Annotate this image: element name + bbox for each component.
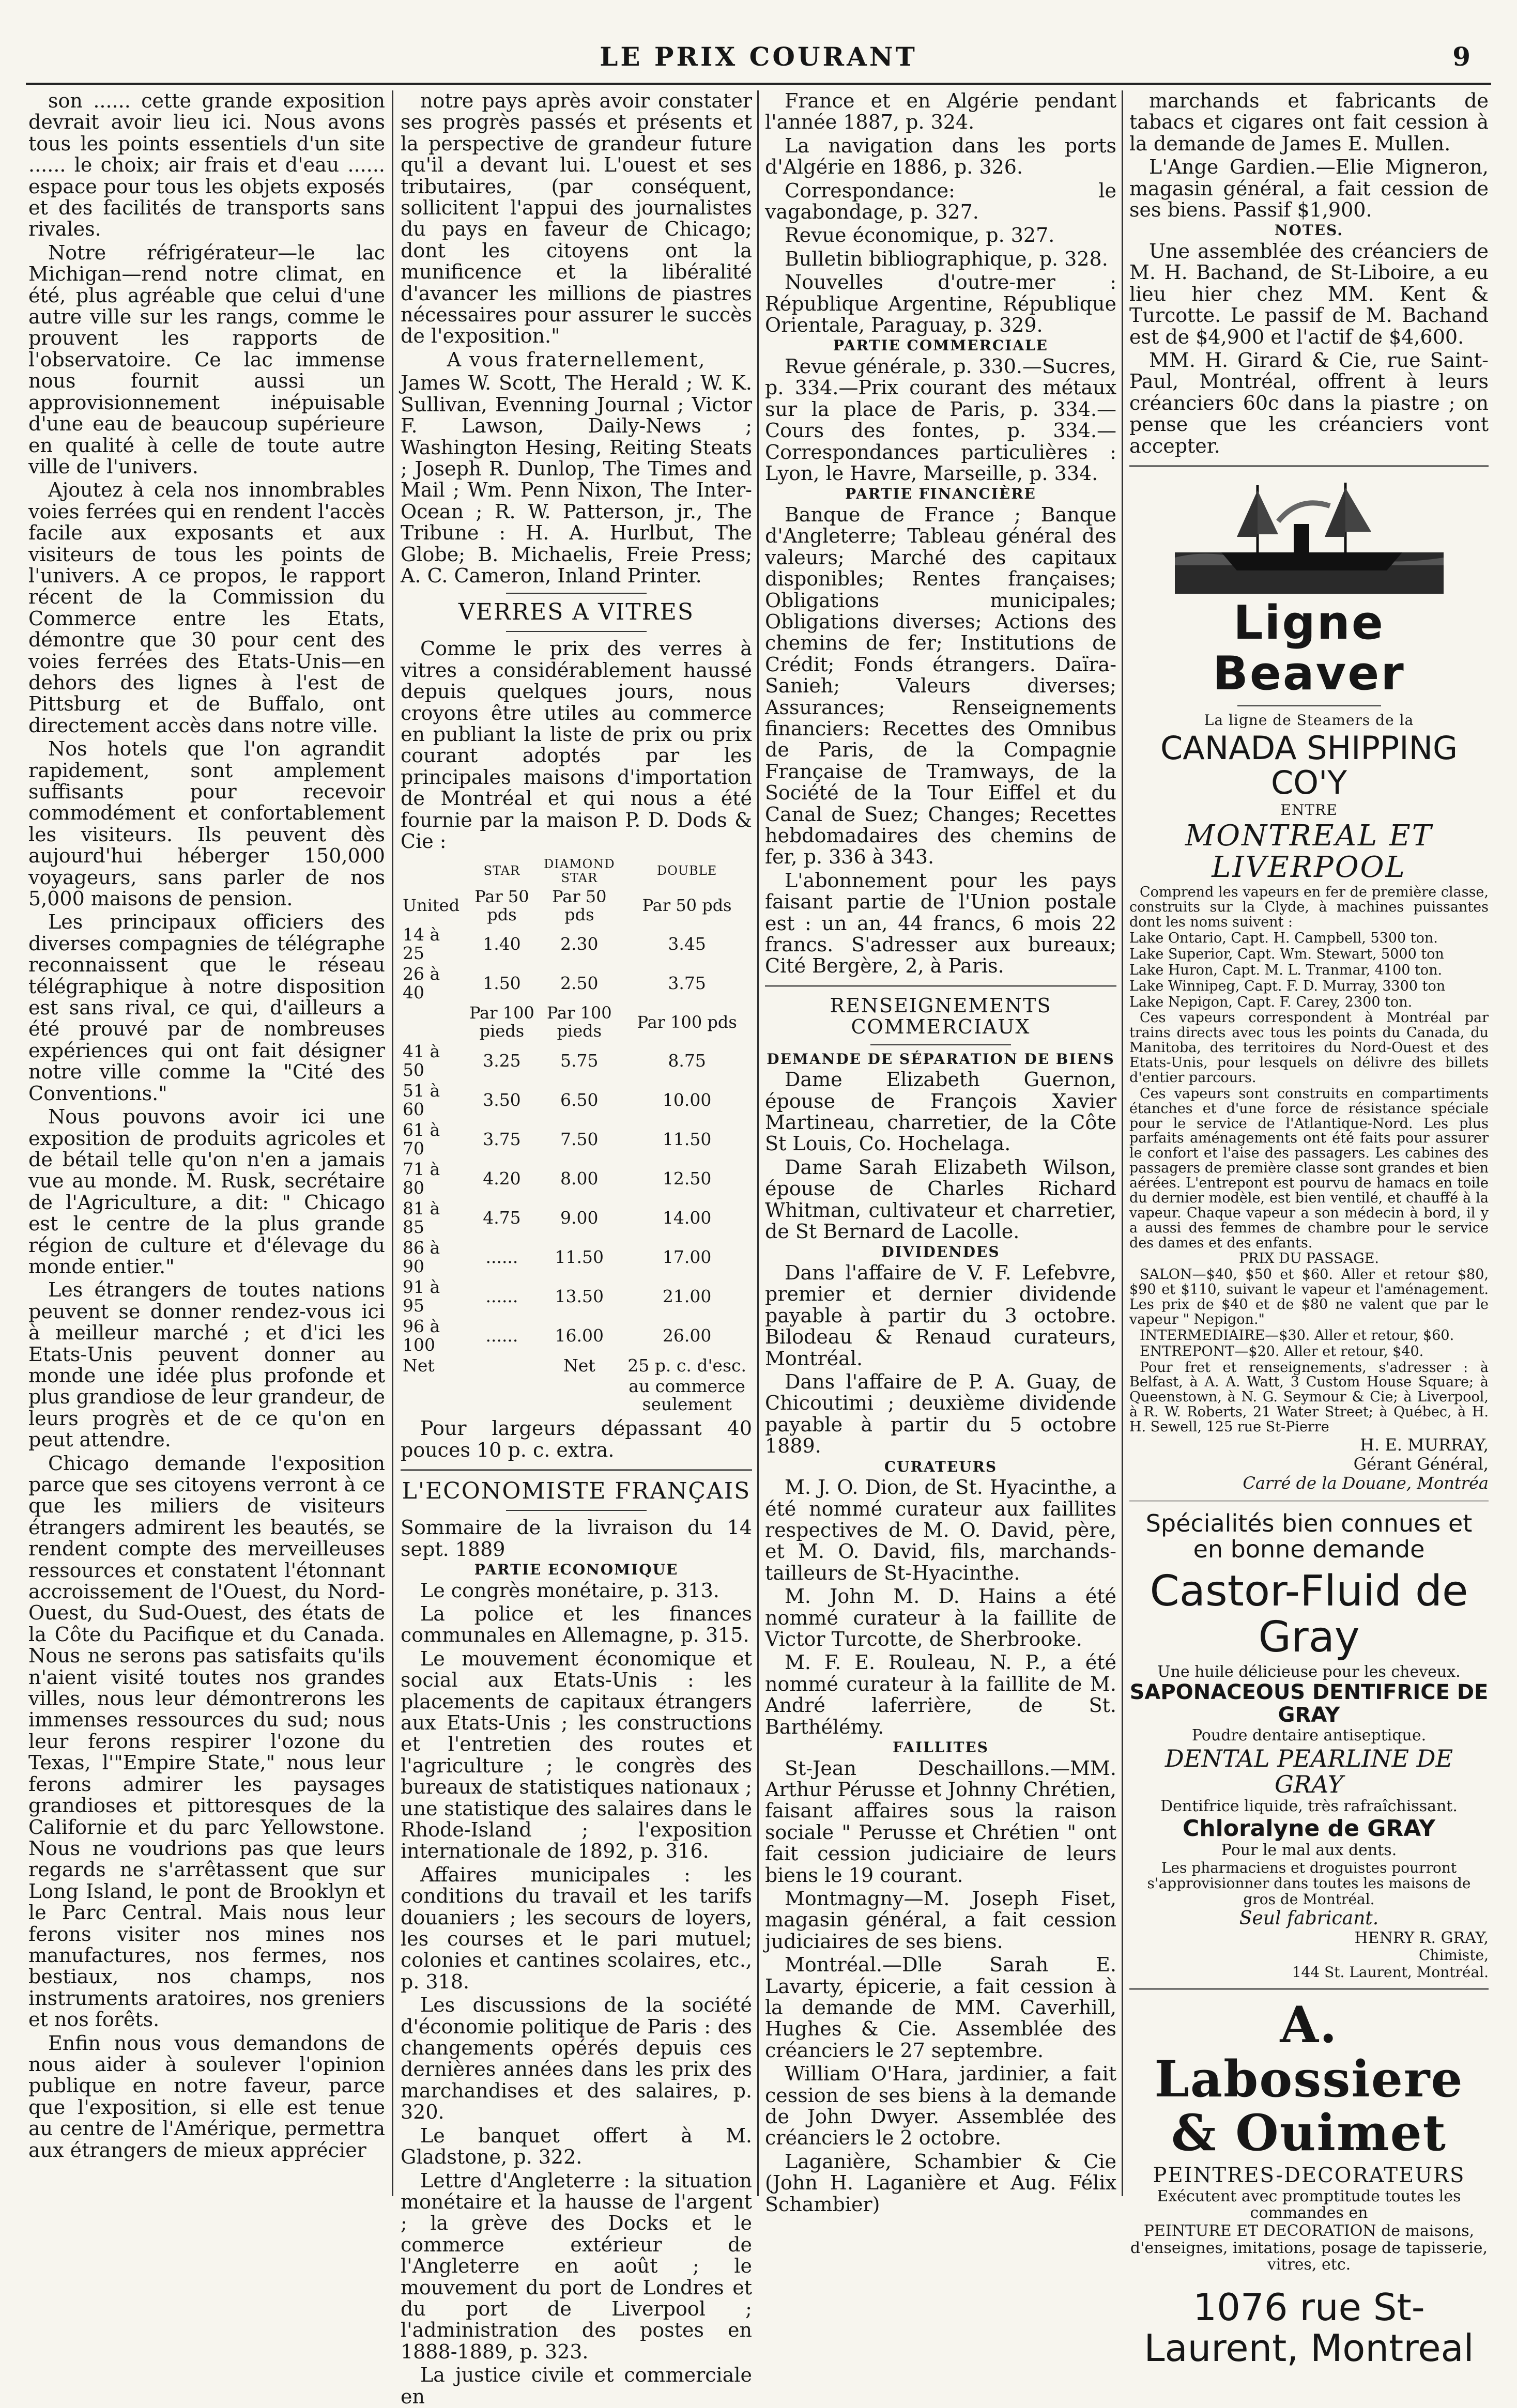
section-subhead: DIVIDENDES xyxy=(881,1243,1000,1261)
column-3 xyxy=(765,89,1116,2216)
prix-heading: PRIX DU PASSAGE. xyxy=(1238,1251,1379,1267)
column-2 xyxy=(401,89,752,2408)
article-paragraph: son ...... cette grande exposition devrait avoir lieu ici. Nous avons tous les points essentiels d'un site ...... le choix; air frais et d'eau ...... espace pour tous les objets exposés et des facilités de transports sans rivales. xyxy=(28,89,385,241)
list-item: Les discussions de la société d'économie politique de Paris : des changements opérés depuis ces dernières années dans les prix des marchandises et des salaires, p. 320. xyxy=(401,1994,752,2124)
table-row: 14 à 25 1.40 2.30 3.45 xyxy=(403,924,706,964)
prix-item: INTERMEDIAIRE—$30. Aller et retour, $60. xyxy=(1140,1327,1454,1344)
divider xyxy=(870,1044,1011,1045)
chloralyne: Chloralyne de GRAY xyxy=(1183,1815,1435,1842)
divider xyxy=(765,985,1116,987)
list-item: William O'Hara, jardinier, a fait cession de ses biens à la demande de John Dwyer. Assemblée des créanciers le 2 octobre. xyxy=(765,2062,1116,2150)
list-item: MM. H. Girard & Cie, rue Saint-Paul, Montréal, offrent à leurs créanciers 60c dans la piastre ; on pense que les créanciers vont accepter. xyxy=(1129,348,1489,457)
list-item: Laganière, Schambier & Cie (John H. Laganière et Aug. Félix Schambier) xyxy=(765,2150,1116,2216)
pearline-desc: Dentifrice liquide, très rafraîchissant. xyxy=(1160,1797,1458,1816)
divider xyxy=(506,631,647,632)
steamship-illustration-icon xyxy=(1175,475,1444,594)
list-item: Revue générale, p. 330.—Sucres, p. 334.—Prix courant des métaux sur la place de Paris, p. 334.—Cours des fontes, p. 334.—Correspondances particulières : Lyon, le Havre, Marseille, p. 334. xyxy=(765,354,1116,485)
divider xyxy=(1237,705,1381,706)
list-item: Le banquet offert à M. Gladstone, p. 322. xyxy=(401,2124,752,2169)
list-item: L'Ange Gardien.—Elie Migneron, magasin général, a fait cession de ses biens. Passif $1,900. xyxy=(1129,156,1489,222)
labossiere-line1: Exécutent avec promptitude toutes les commandes en xyxy=(1157,2187,1461,2222)
list-item: Le congrès monétaire, p. 313. xyxy=(420,1579,719,1602)
prix-item: SALON—$40, $50 et $60. Aller et retour $80, $90 et $110, suivant le vapeur et l'aménagement. Les prix de $40 et de $80 ne valent que par le vapeur " Nepigon." xyxy=(1129,1267,1489,1328)
economiste-heading: L'ECONOMISTE FRANÇAIS xyxy=(402,1478,751,1505)
list-item: Nouvelles d'outre-mer : République Argentine, République Orientale, Paraguay, p. 329. xyxy=(765,271,1116,337)
divider xyxy=(1129,1501,1489,1502)
signer-place: Carré de la Douane, Montréa xyxy=(1243,1473,1489,1493)
list-item: Dame Sarah Elizabeth Wilson, épouse de Charles Richard Whitman, cultivateur et charretier, de St Bernard de Lacolle. xyxy=(765,1155,1116,1243)
labossiere-ad xyxy=(1129,1998,1489,2368)
table-row: 81 à 85 4.75 9.00 14.00 xyxy=(403,1198,712,1237)
abonnement: L'abonnement pour les pays faisant partie de l'Union postale est : un an, 44 francs, 6 mois 22 francs. S'adresser aux bureaux; Cité Bergère, 2, à Paris. xyxy=(765,869,1116,978)
page-header xyxy=(26,31,1491,85)
list-item: marchands et fabricants de tabacs et cigares ont fait cession à la demande de James E. Mullen. xyxy=(1129,89,1489,155)
price-header: DOUBLE xyxy=(657,863,717,878)
beaver-body: Ces vapeurs correspondent à Montréal par trains directs avec tous les points du Canada, du Manitoba, des territoires du Nord-Ouest et des Etats-Unis, pour lesquels on délivre des billets d'entier parcours. xyxy=(1129,1010,1489,1086)
castor-desc: Une huile délicieuse pour les cheveux. xyxy=(1157,1662,1461,1681)
maker-name: HENRY R. GRAY, xyxy=(1354,1928,1489,1947)
beaver-body: Ces vapeurs sont construits en compartiments étanches et d'une force de résistance spéciale pour le service de l'Atlantique-Nord. Les plus parfaits aménagements ont été faits pour assurer le confort et l'aise des passagers. Les cabines des passagers de première classe sont grandes et bien aérées. L'entrepont est pourvu de hamacs en toile du dernier modèle, est bien ventilé, et chauffé à la vapeur. Chaque vapeur a son médecin à bord, il y a aussi des femmes de chambre pour le service des dames et des enfants. xyxy=(1129,1085,1489,1251)
list-item: La navigation dans les ports d'Algérie en 1886, p. 326. xyxy=(765,134,1116,179)
beaver-fine-print xyxy=(1129,885,1489,1435)
table-row: 96 à 100 ...... 16.00 26.00 xyxy=(403,1316,712,1355)
section-subhead: DEMANDE DE SÉPARATION DE BIENS xyxy=(767,1050,1115,1068)
labossiere-line2: PEINTURE ET DECORATION de maisons, d'enseignes, imitations, posage de tapisserie, vitres, etc. xyxy=(1130,2222,1488,2274)
maker-address: 144 St. Laurent, Montréal. xyxy=(1292,1963,1489,1981)
article-paragraph: Nous pouvons avoir ici une exposition de produits agricoles et de bétail telle qu'on n'en a jamais vue au monde. M. Rusk, secrétaire de l'Agriculture, a dit: " Chicago est le centre de la plus grande région de culture et d'élevage du monde entier." xyxy=(28,1105,385,1278)
table-row: 51 à 60 3.50 6.50 10.00 xyxy=(403,1080,712,1119)
list-item: M. John M. D. Hains a été nommé curateur à la faillite de Victor Turcotte, de Sherbrooke. xyxy=(765,1585,1116,1650)
running-title: LE PRIX COURANT xyxy=(600,41,917,72)
article-paragraph: Nos hotels que l'on agrandit rapidement, sont amplement suffisants pour recevoir commodément et confortablement les visiteurs. Ils peuvent dès aujourd'hui héberger 150,000 voyageurs, sans parler de nos 5,000 maisons de pension. xyxy=(28,737,385,910)
renseignements-heading: RENSEIGNEMENTS COMMERCIAUX xyxy=(830,994,1052,1039)
labossiere-title: PEINTRES-DECORATEURS xyxy=(1153,2164,1465,2188)
chloralyne-desc: Pour le mal aux dents. xyxy=(1221,1841,1397,1860)
table-row: United Par 50 pds Par 50 pds Par 50 pds xyxy=(403,886,732,924)
article-paragraph: Les étrangers de toutes nations peuvent se donner rendez-vous ici à meilleur marché ; et d'ici les Etats-Unis peuvent donner au monde une idée plus profonde et plus grandiose de leur grandeur, de leurs progrès et de ce qu'on en peut attendre. xyxy=(28,1278,385,1452)
article-paragraph: Enfin nous vous demandons de nous aider à soulever l'opinion publique en notre faveur, parce que l'exposition, si elle est tenue au centre de l'Amérique, permettra aux étrangers de mieux apprécier xyxy=(28,2031,385,2162)
page-number: 9 xyxy=(1452,41,1470,72)
list-item: Bulletin bibliographique, p. 328. xyxy=(785,247,1108,270)
list-item: Une assemblée des créanciers de M. H. Bachand, de St-Liboire, a eu lieu hier chez MM. Kent & Turcotte. Le passif de M. Bachand est de $4,900 et l'actif de $4,600. xyxy=(1129,239,1489,348)
gray-ad xyxy=(1129,1510,1489,1981)
specialites: Spécialités bien connues et en bonne demande xyxy=(1145,1509,1473,1563)
divider xyxy=(401,1469,752,1471)
list-item: M. J. O. Dion, de St. Hyacinthe, a été nommé curateur aux faillites respectives de M. O. David, père, et M. O. David, fils, marchands-tailleurs de St-Hyacinthe. xyxy=(765,1476,1116,1584)
list-item: Montréal.—Dlle Sarah E. Lavarty, épicerie, a fait cession à la demande de MM. Caverhill, Hughes & Cie. Assemblée des créanciers le 27 septembre. xyxy=(765,1953,1116,2062)
divider xyxy=(1129,1988,1489,1990)
pearline: DENTAL PEARLINE DE GRAY xyxy=(1164,1745,1453,1799)
price-table xyxy=(401,855,752,1415)
article-paragraph: notre pays après avoir constater ses progrès passés et présents et la perspective de grandeur future qu'il a devant lui. L'ouest et ses tributaires, (par conséquent, sollicitent l'appui des journalistes du pays en faveur de Chicago; dont les citoyens ont la munificence et la libéralité d'avancer les millions de piastres nécessaires pour assurer le succès de l'exposition." xyxy=(401,89,752,348)
signatures: James W. Scott, The Herald ; W. K. Sullivan, Evenning Journal ; Victor F. Lawson, Daily-News ; Washington Hesing, Reiting Steats ; Joseph R. Dunlop, The Times and Mail ; Wm. Penn Nixon, The Inter-Ocean ; R. W. Patterson, jr., The Tribune : H. A. Hurlbut, The Globe; B. Michaelis, Freie Press; A. C. Cameron, Inland Printer. xyxy=(401,372,752,587)
list-item: La police et les finances communales en Allemagne, p. 315. xyxy=(401,1602,752,1647)
divider xyxy=(506,1510,647,1511)
list-item: Dame Elizabeth Guernon, épouse de François Xavier Martineau, charretier, de la Côte St Louis, Co. Hochelaga. xyxy=(765,1068,1116,1155)
column-rule xyxy=(1122,90,1123,2196)
signer-name: H. E. MURRAY, xyxy=(1360,1434,1489,1455)
signer-title: Gérant Général, xyxy=(1353,1454,1489,1474)
beaver-title: Ligne Beaver xyxy=(1213,596,1405,701)
table-row: 41 à 50 3.25 5.75 8.75 xyxy=(403,1041,706,1080)
labossiere-address: 1076 rue St-Laurent, Montreal xyxy=(1144,2286,1474,2370)
verres-intro: Comme le prix des verres à vitres a considérablement haussé depuis quelques jours, nous croyons être utiles au commerce en publiant la liste de prix ou prix courant adoptés par les principales maisons d'importation de Montréal et qui nous a été fournie par la maison P. D. Dods & Cie : xyxy=(401,637,752,853)
list-item: La justice civile et commerciale en xyxy=(401,2364,752,2408)
list-item: Revue économique, p. 327. xyxy=(785,224,1055,247)
ship-item: Lake Superior, Capt. Wm. Stewart, 5000 ton xyxy=(1129,946,1444,962)
table-row: 61 à 70 3.75 7.50 11.50 xyxy=(403,1119,712,1159)
table-row: Par 100 pieds Par 100 pieds Par 100 pds xyxy=(469,1003,737,1041)
section-subhead: PARTIE COMMERCIALE xyxy=(833,337,1048,354)
beaver-line-ad xyxy=(1129,475,1489,1492)
section-subhead: PARTIE FINANCIÈRE xyxy=(845,485,1036,503)
maker-title: Chimiste, xyxy=(1418,1947,1489,1964)
pharma-note: Les pharmaciens et droguistes pourront s'approvisionner dans toutes les maisons de gros de Montréal. xyxy=(1147,1859,1471,1908)
ship-item: Lake Nepigon, Capt. F. Carey, 2300 ton. xyxy=(1129,994,1413,1010)
entre-label: ENTRE xyxy=(1280,801,1338,819)
divider xyxy=(1129,465,1489,467)
list-item: M. F. E. Rouleau, N. P., a été nommé curateur à la faillite de M. André laferrière, de St. Barthélémy. xyxy=(765,1651,1116,1738)
ship-item: Lake Winnipeg, Capt. F. D. Murray, 3300 ton xyxy=(1129,978,1446,994)
ship-item: Lake Huron, Capt. M. L. Tranmar, 4100 ton. xyxy=(1129,962,1443,978)
list-item: Dans l'affaire de V. F. Lefebvre, premier et dernier dividende payable à partir du 3 octobre. Bilodeau & Renaud curateurs, Montréal. xyxy=(765,1261,1116,1370)
list-item: Correspondance: le vagabondage, p. 327. xyxy=(765,179,1116,224)
route: MONTREAL ET LIVERPOOL xyxy=(1185,819,1433,885)
economiste-intro: Sommaire de la livraison du 14 sept. 1889 xyxy=(401,1516,752,1561)
column-4 xyxy=(1129,89,1489,2370)
labossiere-name: A. Labossiere & Ouimet xyxy=(1154,1996,1464,2163)
section-subhead: NOTES. xyxy=(1274,222,1344,239)
seul-fabricant: Seul fabricant. xyxy=(1239,1908,1379,1930)
canada-shipping: CANADA SHIPPING CO'Y xyxy=(1160,729,1458,802)
castor-fluid: Castor-Fluid de Gray xyxy=(1150,1566,1468,1662)
list-item: Dans l'affaire de P. A. Guay, de Chicoutimi ; deuxième dividende payable à partir du 5 octobre 1889. xyxy=(765,1370,1116,1458)
beaver-sub: La ligne de Steamers de la xyxy=(1204,712,1414,729)
list-item: Le mouvement économique et social aux Etats-Unis : les placements de capitaux étrangers aux Etats-Unis ; les constructions et l'entretien des routes et l'agriculture ; le congrès des bureaux de statistiques nationaux ; une statistique des salaires dans le Rhode-Island ; l'exposition internationale de 1892, p. 316. xyxy=(401,1647,752,1863)
closing-line: A vous fraternellement, xyxy=(447,348,706,371)
verres-footer: Pour largeurs dépassant 40 pouces 10 p. c. extra. xyxy=(401,1417,752,1461)
table-row: au commerce seulement xyxy=(629,1376,745,1415)
price-header: STAR xyxy=(483,863,520,878)
column-rule xyxy=(392,90,393,2196)
prix-item: ENTREPONT—$20. Aller et retour, $40. xyxy=(1140,1343,1424,1360)
saponaceous-desc: Poudre dentaire antiseptique. xyxy=(1191,1726,1427,1745)
article-paragraph: Ajoutez à cela nos innombrables voies ferrées qui en rendent l'accès facile aux exposants et aux visiteurs de tous les points de l'univers. A ce propos, le rapport récent de la Commission du Commerce entre les Etats, démontre que 30 pour cent des voies ferrées des Etats-Unis—en dehors des lignes à l'est de Pittsburg et de Buffalo, ont directement accès dans notre ville. xyxy=(28,478,385,737)
table-row: 86 à 90 ...... 11.50 17.00 xyxy=(403,1237,712,1276)
article-paragraph: Chicago demande l'exposition parce que ses citoyens verront à ce que les miliers de visiteurs étrangers admirent les beautés, se rendent compte des merveilleuses ressources et constatent l'étonnant accroissement de l'Ouest, du Nord-Ouest, du Sud-Ouest, des états de la Côte du Pacifique et du Canada. Nous ne serons pas satisfaits qu'ils n'aient visité toutes nos grandes villes, nous leur démontrerons les immenses ressources du sud; nous leur ferons respirer l'ozone du Texas, l'"Empire State," nous leur ferons admirer les paysages grandioses et pittoresques de la Californie et du parc Yellowstone. Nous ne voudrions pas que leurs regards ne s'arrêtassent que sur Long Island, le pont de Brooklyn et le Parc Central. Mais nous leur ferons visiter nos mines nos manufactures, nos fermes, nos bestiaux, nos champs, nos instruments aratoires, nos greniers et nos forêts. xyxy=(28,1452,385,2031)
verres-heading: VERRES A VITRES xyxy=(458,599,695,626)
list-item: St-Jean Deschaillons.—MM. Arthur Pérusse et Johnny Chrétien, faisant affaires sous la raison sociale " Perusse et Chrétien " ont fait cession judiciaire de leurs biens le 19 courant. xyxy=(765,1756,1116,1887)
divider xyxy=(506,593,647,594)
list-item: France et en Algérie pendant l'année 1887, p. 324. xyxy=(765,89,1116,134)
list-item: Affaires municipales : les conditions du travail et les tarifs douaniers ; les secours de loyers, les courses et le pari mutuel; colonies et cantines scolaires, etc., p. 318. xyxy=(401,1863,752,1993)
column-1 xyxy=(28,90,385,2196)
saponaceous: SAPONACEOUS DENTIFRICE DE GRAY xyxy=(1129,1680,1489,1727)
section-subhead: FAILLITES xyxy=(893,1739,989,1756)
article-paragraph: Les principaux officiers des diverses compagnies de télégraphe reconnaissent que le réseau télégraphique à notre disposition est sans rival, ce qui, d'ailleurs a été prouvé par de nombreuses expériences qui ont fait désigner notre ville comme la "Cité des Conventions." xyxy=(28,910,385,1105)
list-item: Montmagny—M. Joseph Fiset, magasin général, a fait cession judiciaires de ses biens. xyxy=(765,1887,1116,1953)
price-header: DIAMOND STAR xyxy=(544,857,615,885)
table-row: 26 à 40 1.50 2.50 3.75 xyxy=(403,964,706,1003)
section-subhead: CURATEURS xyxy=(884,1458,998,1475)
ship-item: Lake Ontario, Capt. H. Campbell, 5300 ton. xyxy=(1129,930,1438,947)
section-subhead: PARTIE ECONOMIQUE xyxy=(474,1561,679,1579)
prix-item: Pour fret et renseignements, s'adresser : à Belfast, à A. A. Watt, 3 Custom House Square; à Queenstown, à N. G. Seymour & Cie; à Liverpool, à R. W. Roberts, 21 Water Street; à Québec, à H. H. Sewell, 125 rue St-Pierre xyxy=(1129,1359,1489,1435)
table-row: 91 à 95 ...... 13.50 21.00 xyxy=(403,1276,712,1316)
beaver-desc: Comprend les vapeurs en fer de première classe, construits sur la Clyde, à machines puissantes dont les noms suivent : xyxy=(1129,884,1489,931)
list-item: Banque de France ; Banque d'Angleterre; Tableau général des valeurs; Marché des capitaux disponibles; Rentes françaises; Obligations municipales; Obligations diverses; Actions des chemins de fer; Institutions de Crédit; Fonds étrangers. Daïra-Sanieh; Valeurs diverses; Assurances; Renseignements financiers: Recettes des Omnibus de Paris, de la Compagnie Française de Tramways, de la Société de la Tour Eiffel et du Canal de Suez; Changes; Recettes hebdomadaires des chemins de fer, p. 336 à 343. xyxy=(765,503,1116,869)
column-rule xyxy=(757,90,759,2196)
table-row: Net Net 25 p. c. d'esc. xyxy=(403,1355,746,1376)
list-item: Lettre d'Angleterre : la situation monétaire et la hausse de l'argent ; la grève des Docks et le commerce extérieur de l'Angleterre en août ; le mouvement du port de Londres et du port de Liverpool ; l'administration des postes en 1888-1889, p. 323. xyxy=(401,2169,752,2363)
table-row: 71 à 80 4.20 8.00 12.50 xyxy=(403,1159,712,1198)
article-paragraph: Notre réfrigérateur—le lac Michigan—rend notre climat, en été, plus agréable que celui d'une autre ville sur les rangs, comme le prouvent les rapports de l'observatoire. Ce lac immense nous fournit aussi un approvisionnement inépuisable d'une eau de beaucoup supérieure en qualité à celle de toute autre ville de l'univers. xyxy=(28,241,385,478)
